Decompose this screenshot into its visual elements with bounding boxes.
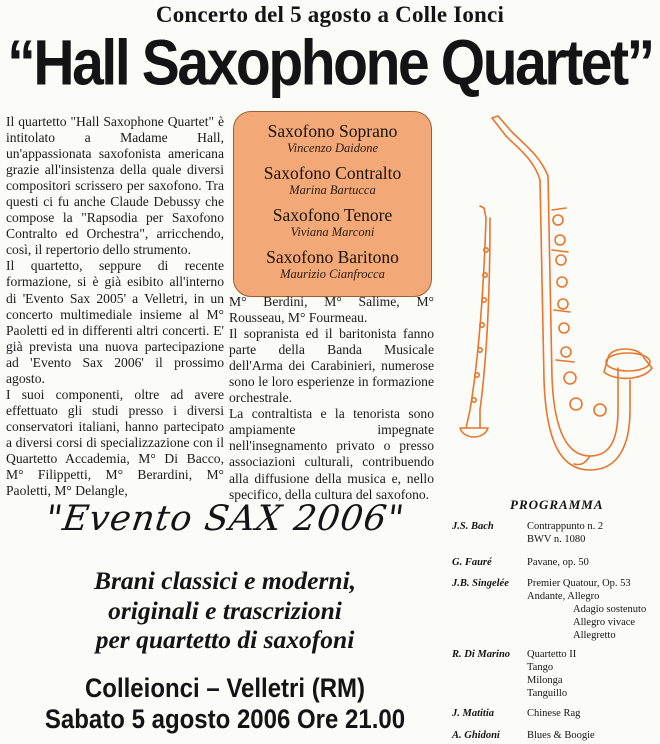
program-composer: R. Di Marino	[452, 649, 511, 660]
article-paragraph: Il quartetto "Hall Saxophone Quartet" è intitolato a Madame Hall, un'appassionata saxofonista americana grazie all'insistenza della quale diversi compositori scrissero per saxofono. Tra questi ci fu anche Claude Debussy che compose la "Rapsodia per Saxofono Contralto ed Orchestra", arricchendo, così, il repertorio dello strumento.	[6, 114, 224, 258]
program-composer: J.S. Bach	[452, 521, 494, 532]
cast-box	[233, 111, 432, 297]
cast-player: Vincenzo Daidone	[286, 141, 379, 155]
programma-title: PROGRAMMA	[510, 497, 604, 512]
program-piece: Milonga	[527, 675, 563, 686]
program-piece: Blues & Boogie	[527, 730, 595, 741]
event-description	[10, 566, 440, 655]
program-composer: A. Ghidoni	[452, 730, 500, 741]
cast-role: Saxofono Soprano	[267, 121, 398, 141]
cast-role: Saxofono Tenore	[272, 205, 393, 225]
program-piece: Premier Quatour, Op. 53	[527, 578, 631, 589]
program-piece: Pavane, op. 50	[527, 557, 589, 568]
program-pieces	[527, 520, 660, 546]
program-piece: Quartetto II	[527, 649, 577, 660]
cast-role: Saxofono Baritono	[266, 247, 399, 267]
program-pieces	[527, 729, 660, 742]
description-line: per quartetto di saxofoni	[95, 625, 355, 654]
cast-role: Saxofono Contralto	[263, 163, 402, 183]
program-piece: Chinese Rag	[527, 708, 581, 719]
article-middle-column	[229, 294, 434, 503]
description-line: originali e trascrizioni	[108, 595, 342, 625]
event-name: "Evento SAX 2006"	[42, 499, 408, 539]
headline: “Hall Saxophone Quartet”	[7, 27, 653, 99]
article-left-column	[6, 114, 224, 499]
article-paragraph: Il quartetto, seppure di recente formazione, si è già esibito all'interno di 'Evento Sax 2005' a Velletri, in un concerto multimediale insieme al M° Paoletti ed in differenti altri concerti. E' già prevista una nuova partecipazione ad 'Evento Sax 2006' il prossimo agosto.	[6, 258, 224, 386]
program-piece: Adagio sostenuto	[573, 604, 647, 615]
program-pieces	[527, 707, 660, 720]
program-piece: Contrappunto n. 2	[527, 521, 604, 532]
saxophone-illustration	[440, 110, 660, 490]
kicker-title: Concerto del 5 agosto a Colle Ionci	[155, 2, 505, 27]
program-piece: BWV n. 1080	[527, 534, 586, 545]
article-paragraph: I suoi componenti, oltre ad avere effettuato gli studi presso i diversi conservatori italiani, hanno partecipato a diversi corsi di specializzazione con il Quartetto Accademia, M° Di Bacco, M° Filippetti, M° Berardini, M° Paoletti, M° Delangle,	[6, 386, 224, 499]
article-paragraph: Il sopranista ed il baritonista fanno parte della Banda Musicale dell'Arma dei Carabinieri, numerose sono le loro esperienze in formazione orchestrale.	[229, 326, 434, 406]
program-piece: Tango	[527, 662, 554, 673]
event-location: Colleionci – Velletri (RM)	[84, 673, 366, 704]
program-pieces	[527, 556, 660, 569]
soprano-saxophone-icon	[460, 206, 490, 437]
program-piece: Andante, Allegro	[527, 591, 600, 602]
event-datetime: Sabato 5 agosto 2006 Ore 21.00	[44, 704, 406, 735]
program-composer: J.B. Singelée	[452, 578, 509, 589]
program-pieces	[527, 577, 660, 642]
program-piece: Allegro vivace	[573, 617, 636, 628]
article-paragraph: La contraltista e la tenorista sono ampiamente impegnate nell'insegnamento privato o presso associazioni culturali, contribuendo alla diffusione della musica e, nello specifico, della cultura del saxofono.	[229, 406, 434, 502]
program-piece: Allegretto	[573, 630, 616, 641]
description-line: Brani classici e moderni,	[93, 566, 357, 595]
program-composer: G. Fauré	[452, 557, 492, 568]
article-paragraph: M° Berdini, M° Salime, M° Rousseau, M° Fourmeau.	[229, 294, 434, 326]
program-pieces	[527, 648, 660, 700]
program-piece: Tanguillo	[527, 688, 568, 699]
program-composer: J. Matitia	[452, 708, 495, 719]
cast-player: Marina Bartucca	[289, 183, 376, 197]
cast-player: Viviana Marconi	[290, 225, 375, 239]
tenor-saxophone-icon	[492, 116, 652, 470]
cast-player: Maurizio Cianfrocca	[280, 267, 385, 281]
